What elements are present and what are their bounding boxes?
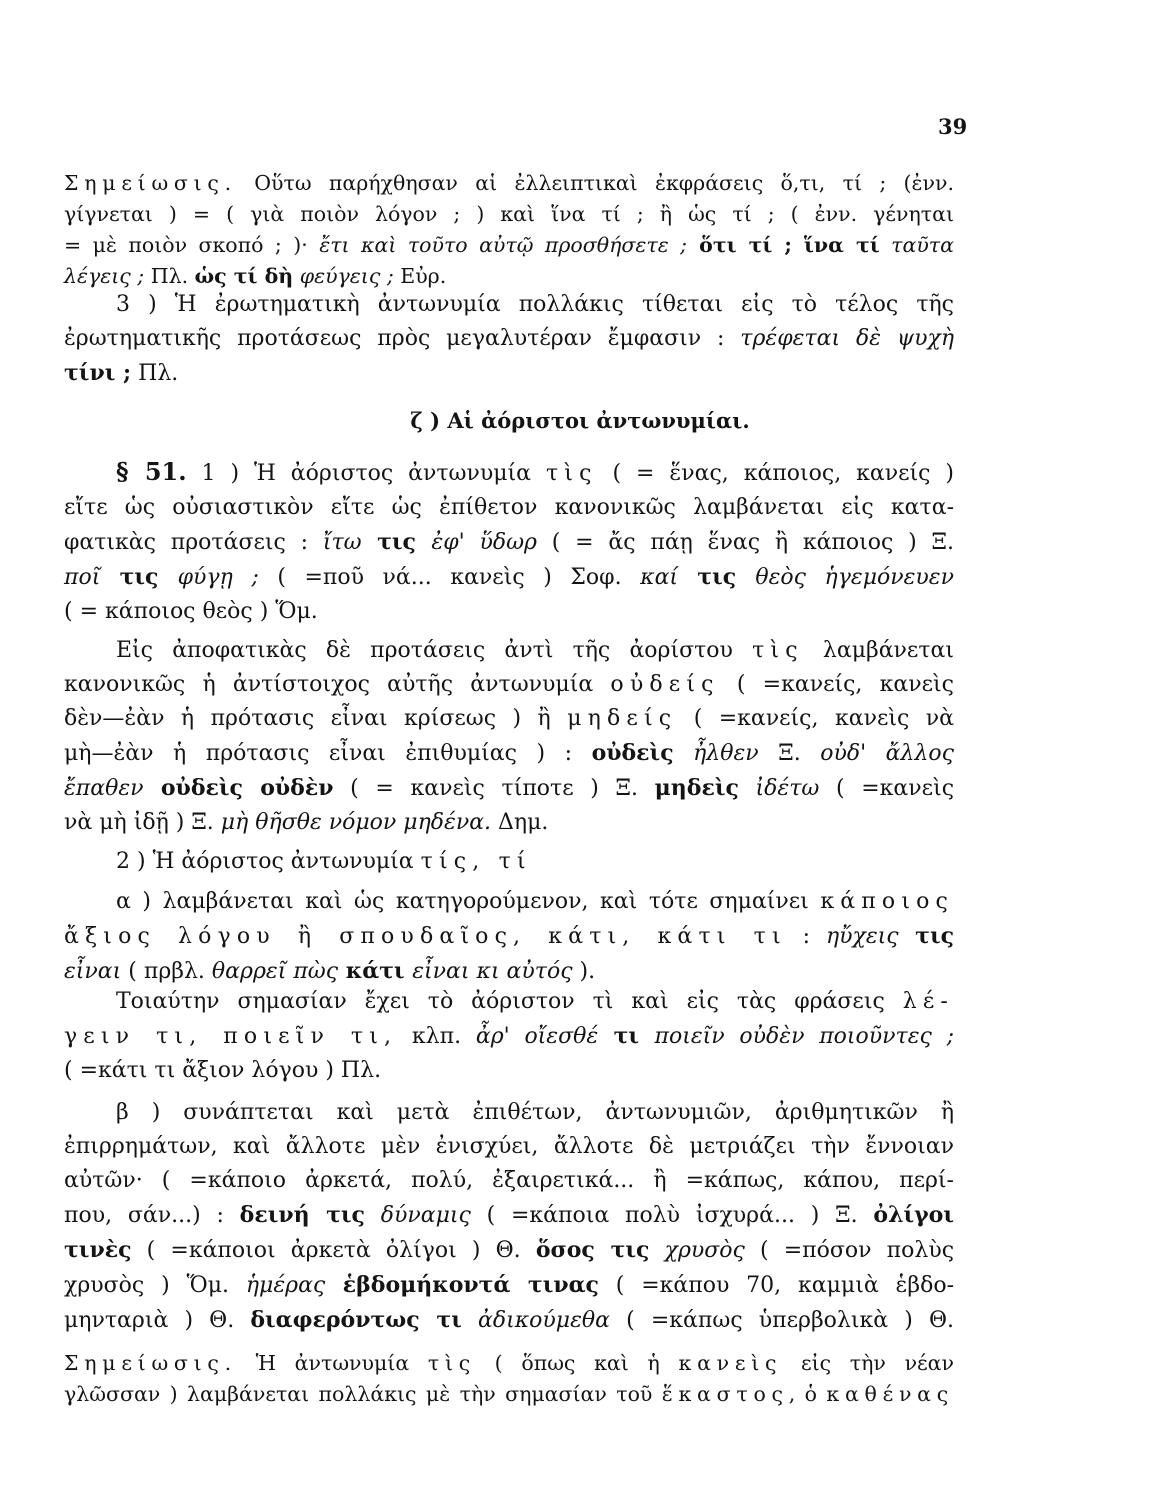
section-51-paragraph: § 51. 1 ) Ἡ ἀόριστος ἀντωνυμία τὶς ( = ἕνας, κάποιος, κανείς ) εἴτε ὡς οὐσιαστικὸν εἴτε ὡς ἐπίθετον κανονικῶς λαμβάνεται εἰς κατα- φατικὰς προτάσεις : ἴτω τις ἐφ' ὕδωρ ( = ἄς πάῃ ἕνας ἢ κάποιος ) Ξ. ποῖ τις φύγῃ ; ( =ποῦ νά... κανεὶς ) Σοφ. καί τις θεὸς ἡγεμόνευεν ( = κάποιος θεὸς ) Ὅμ. [64, 457, 954, 624]
paragraph-alpha: α ) λαμβάνεται καὶ ὡς κατηγορούμενον, καὶ τότε σημαίνει κάποιος ἄξιος λόγου ἢ σπουδαῖος, κάτι, κάτι τι : ηὔχεις τις εἶναι ( πρβλ. θαρρεῖ πὼς κάτι εἶναι κι αὐτός ). [64, 889, 954, 984]
section-heading: ζ ) Αἱ ἀόριστοι ἀντωνυμίαι. [410, 408, 750, 433]
note-label: Σημείωσις. [64, 171, 237, 195]
note-paragraph-2: Σημείωσις. Ἡ ἀντωνυμία τὶς ( ὅπως καὶ ἡ κανεὶς εἰς τὴν νέαν γλῶσσαν ) λαμβάνεται πολλάκις μὲ τὴν σημασίαν τοῦ ἕκαστος, ὁ καθένας [64, 1351, 954, 1406]
note-label: Σημείωσις. [64, 1351, 237, 1375]
paragraph-beta: β ) συνάπτεται καὶ μετὰ ἐπιθέτων, ἀντωνυμιῶν, ἀριθμητικῶν ἢ ἐπιρρημάτων, καὶ ἄλλοτε μὲν ἐνισχύει, ἄλλοτε δὲ μετριάζει τὴν ἔννοιαν αὐτῶν· ( =κάποιο ἀρκετά, πολύ, ἐξαιρετικά... ἢ =κάπως, κάπου, περί- που, σάν...) : δεινή τις δύναμις ( =κάποια πολὺ ἰσχυρά... ) Ξ. ὀλίγοι τινὲς ( =κάποιοι ἀρκετὰ ὀλίγοι ) Θ. ὅσος τις χρυσὸς ( =πόσον πολὺς χρυσὸς ) Ὅμ. ἡμέρας ἑβδομήκοντά τινας ( =κάπου 70, καμμιὰ ἑβδο- μηνταριὰ ) Θ. διαφερόντως τι ἀδικούμεθα ( =κάπως ὑπερβολικὰ ) Θ. [64, 1100, 955, 1333]
negative-propositions-paragraph: Εἰς ἀποφατικὰς δὲ προτάσεις ἀντὶ τῆς ἀορίστου τὶς λαμβάνεται κανονικῶς ἡ ἀντίστοιχος αὐτῆς ἀντωνυμία οὐδείς ( =κανείς, κανεὶς δὲν—ἐὰν ἡ πρότασις εἶναι κρίσεως ) ἢ μηδείς ( =κανείς, κανεὶς νὰ μὴ—ἐὰν ἡ πρότασις εἶναι ἐπιθυμίας ) : οὐδεὶς ἦλθεν Ξ. οὐδ' ἄλλος ἔπαθεν οὐδεὶς οὐδὲν ( = κανεὶς τίποτε ) Ξ. μηδεὶς ἰδέτω ( =κανεὶς νὰ μὴ ἰδῇ ) Ξ. μὴ θῆσθε νόμον μηδένα. Δημ. [64, 638, 955, 835]
section-number: § 51. [116, 457, 187, 486]
paragraph-2: 2 ) Ἡ ἀόριστος ἀντωνυμία τίς, τί [116, 849, 532, 874]
note-paragraph-1: Σημείωσις. Οὕτω παρήχθησαν αἱ ἐλλειπτικαὶ ἐκφράσεις ὅ,τι, τί ; (ἐνν. γίγνεται ) = ( γιὰ ποιὸν λόγον ; ) καὶ ἵνα τί ; ἢ ὡς τί ; ( ἐνν. γένηται = μὲ ποιὸν σκοπό ; )· ἔτι καὶ τοῦτο αὐτῷ προσθήσετε ; ὅτι τί ; ἵνα τί ταῦτα λέγεις ; Πλ. ὡς τί δὴ φεύγεις ; Εὐρ. [64, 171, 954, 288]
page-number: 39 [938, 114, 968, 139]
paragraph-toiauten: Τοιαύτην σημασίαν ἔχει τὸ ἀόριστον τὶ καὶ εἰς τὰς φράσεις λέ- γειν τι, ποιεῖν τι, κλπ. ἆρ' οἴεσθέ τι ποιεῖν οὐδὲν ποιοῦντες ; ( =κάτι τι ἄξιον λόγου ) Πλ. [64, 989, 954, 1083]
paragraph-3: 3 ) Ἡ ἐρωτηματικὴ ἀντωνυμία πολλάκις τίθεται εἰς τὸ τέλος τῆς ἐρωτηματικῆς προτάσεως πρὸς μεγαλυτέραν ἔμφασιν : τρέφεται δὲ ψυχὴ τίνι ; Πλ. [64, 292, 954, 386]
